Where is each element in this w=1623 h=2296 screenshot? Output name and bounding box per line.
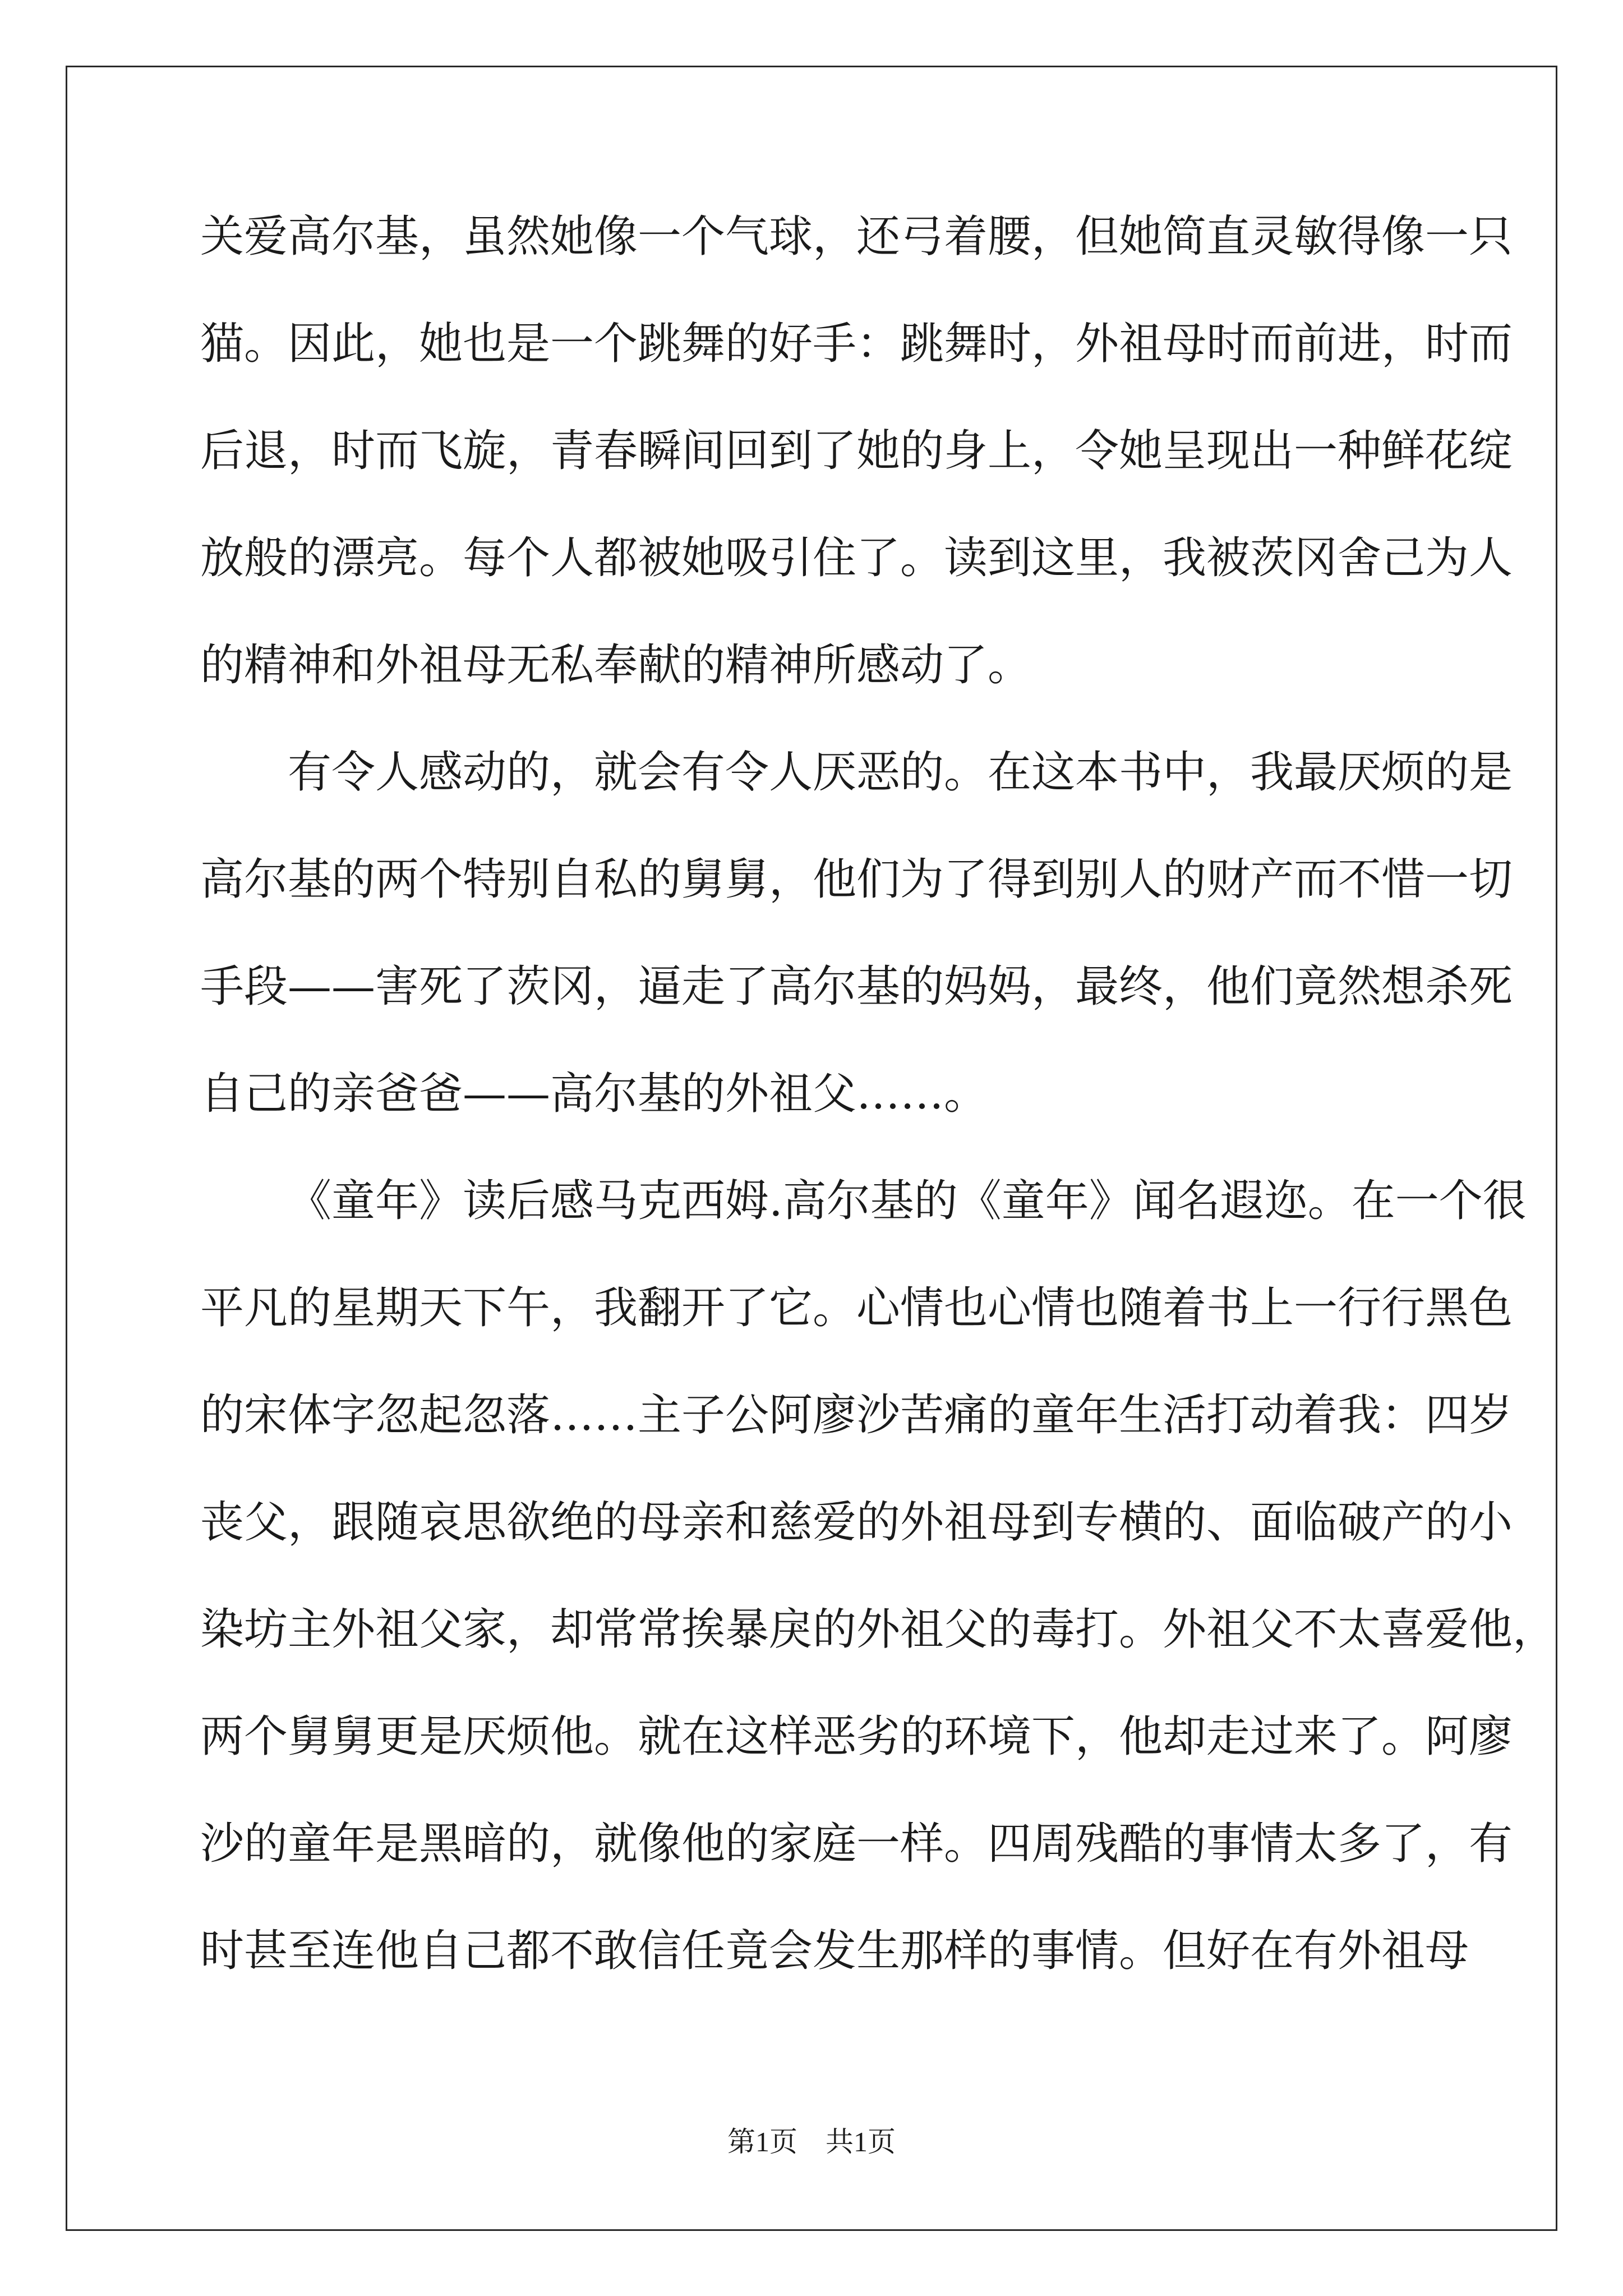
text-line: 时甚至连他自己都不敢信任竟会发生那样的事情。但好在有外祖母: [200, 1926, 1469, 1976]
text-line: 高尔基的两个特别自私的舅舅，他们为了得到别人的财产而不惜一切: [200, 854, 1513, 905]
text-line: 自己的亲爸爸——高尔基的外祖父……。: [200, 1069, 988, 1119]
text-line: 手段——害死了茨冈，逼走了高尔基的妈妈，最终，他们竟然想杀死: [200, 961, 1513, 1012]
page-total: 共1页: [826, 2126, 896, 2157]
text-line: 的精神和外祖母无私奉献的精神所感动了。: [200, 640, 1032, 691]
page-number: 第1页: [727, 2126, 797, 2157]
text-line: 后退，时而飞旋，青春瞬间回到了她的身上，令她呈现出一种鲜花绽: [200, 426, 1513, 476]
text-line: 有令人感动的，就会有令人厌恶的。在这本书中，我最厌烦的是: [288, 747, 1513, 798]
text-line: 丧父，跟随哀思欲绝的母亲和慈爱的外祖母到专横的、面临破产的小: [200, 1497, 1513, 1548]
text-line: 染坊主外祖父家，却常常挨暴戾的外祖父的毒打。外祖父不太喜爱他，: [200, 1604, 1557, 1655]
text-line: 放般的漂亮。每个人都被她吸引住了。读到这里，我被茨冈舍己为人: [200, 533, 1513, 583]
page-footer: [0, 2119, 1623, 2160]
text-line: 的宋体字忽起忽落……主子公阿廖沙苦痛的童年生活打动着我：四岁: [200, 1390, 1513, 1441]
text-line: 关爱高尔基，虽然她像一个气球，还弓着腰，但她简直灵敏得像一只: [200, 211, 1513, 262]
text-line: 《童年》读后感马克西姆.高尔基的《童年》闻名遐迩。在一个很: [288, 1176, 1527, 1226]
text-line: 沙的童年是黑暗的，就像他的家庭一样。四周残酷的事情太多了，有: [200, 1819, 1513, 1869]
text-line: 猫。因此，她也是一个跳舞的好手：跳舞时，外祖母时而前进，时而: [200, 319, 1513, 369]
text-line: 平凡的星期天下午，我翻开了它。心情也心情也随着书上一行行黑色: [200, 1283, 1513, 1333]
document-body: [200, 209, 1557, 2030]
text-line: 两个舅舅更是厌烦他。就在这样恶劣的环境下，他却走过来了。阿廖: [200, 1711, 1513, 1762]
